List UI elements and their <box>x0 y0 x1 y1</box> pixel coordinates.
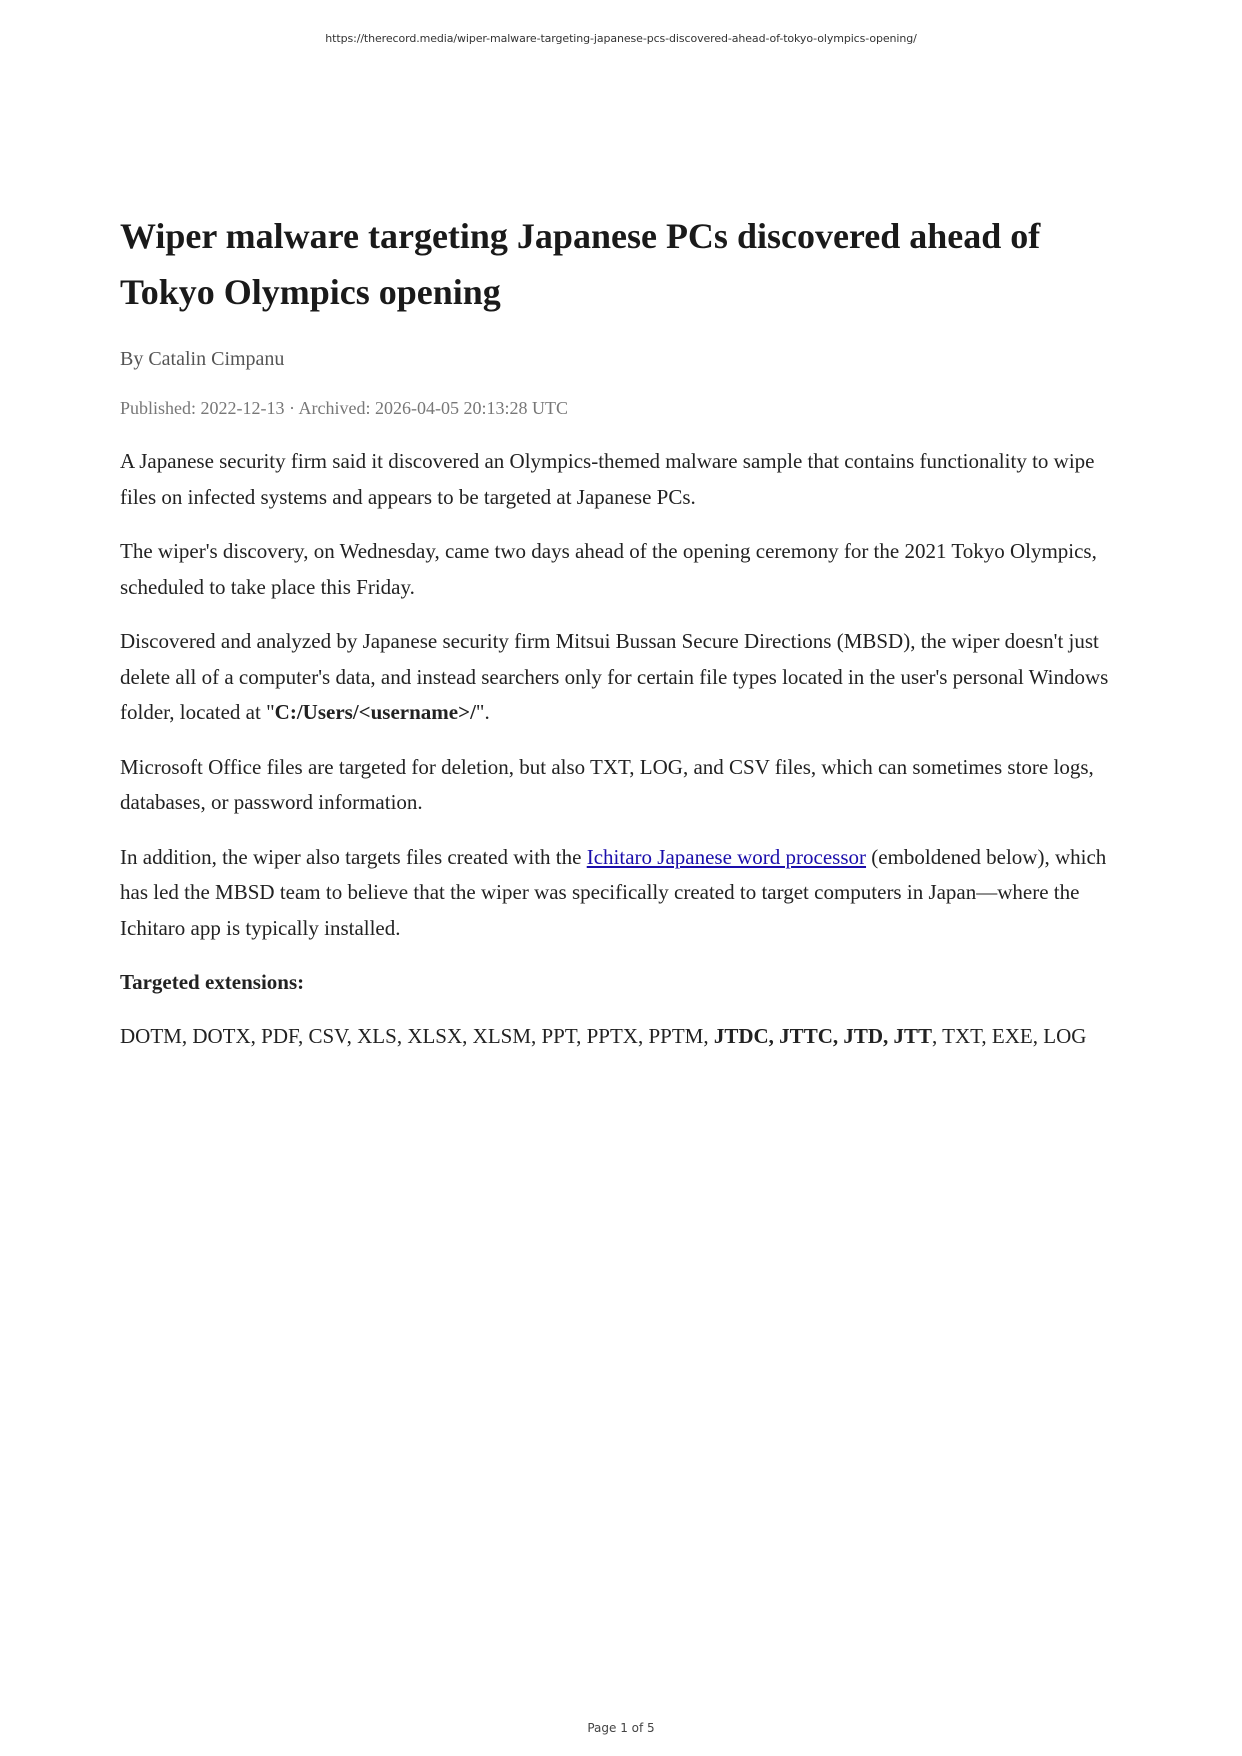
paragraph-discovery: The wiper's discovery, on Wednesday, came two days ahead of the opening ceremony for the 2021 Tokyo Olympics, scheduled to take place this Friday. <box>120 539 1097 599</box>
paragraph-analysis <box>120 624 1125 731</box>
paragraph-analysis-end: ". <box>475 700 490 724</box>
paragraph-intro: A Japanese security firm said it discovered an Olympics-themed malware sample that contains functionality to wipe files on infected systems and appears to be targeted at Japanese PCs. <box>120 449 1095 509</box>
paragraph-ichitaro-end: (emboldened below), which has led the MBSD team to believe that the wiper was specifically created to target computers in Japan—where the Ichitaro app is typically installed. <box>120 844 1107 940</box>
paragraph-office-files: Microsoft Office files are targeted for deletion, but also TXT, LOG, and CSV files, which can sometimes store logs, databases, or password information. <box>120 754 1094 814</box>
article <box>120 208 1125 1055</box>
paragraph-analysis-text: Discovered and analyzed by Japanese security firm Mitsui Bussan Secure Directions (MBSD), the wiper doesn't just delete all of a computer's data, and instead searchers only for certain file types located in the user's personal Windows folder, located at " <box>120 629 1109 724</box>
page-number: Page 1 of 5 <box>587 1721 655 1735</box>
article-title: Wiper malware targeting Japanese PCs discovered ahead of Tokyo Olympics opening <box>120 216 1041 312</box>
extensions-list <box>120 1019 1125 1055</box>
extensions-label: Targeted extensions: <box>120 970 305 994</box>
extensions-ichitaro: JTDC, JTTC, JTD, JTT <box>713 1024 933 1048</box>
paragraph-ichitaro <box>120 840 1125 947</box>
extensions-rest: , TXT, EXE, LOG <box>932 1024 1087 1048</box>
article-meta: Published: 2022-12-13 · Archived: 2026-04-05 20:13:28 UTC <box>120 398 568 418</box>
article-byline: By Catalin Cimpanu <box>120 348 285 370</box>
paragraph-ichitaro-text: In addition, the wiper also targets files created with the <box>120 844 587 869</box>
extensions-common: DOTM, DOTX, PDF, CSV, XLS, XLSX, XLSM, PPT, PPTX, PPTM, <box>120 1024 714 1048</box>
ichitaro-link[interactable]: Ichitaro Japanese word processor <box>586 844 867 869</box>
windows-path: C:/Users/<username>/ <box>274 700 476 724</box>
page-url: https://therecord.media/wiper-malware-targeting-japanese-pcs-discovered-ahead-of-tokyo-olympics-opening/ <box>325 32 917 45</box>
